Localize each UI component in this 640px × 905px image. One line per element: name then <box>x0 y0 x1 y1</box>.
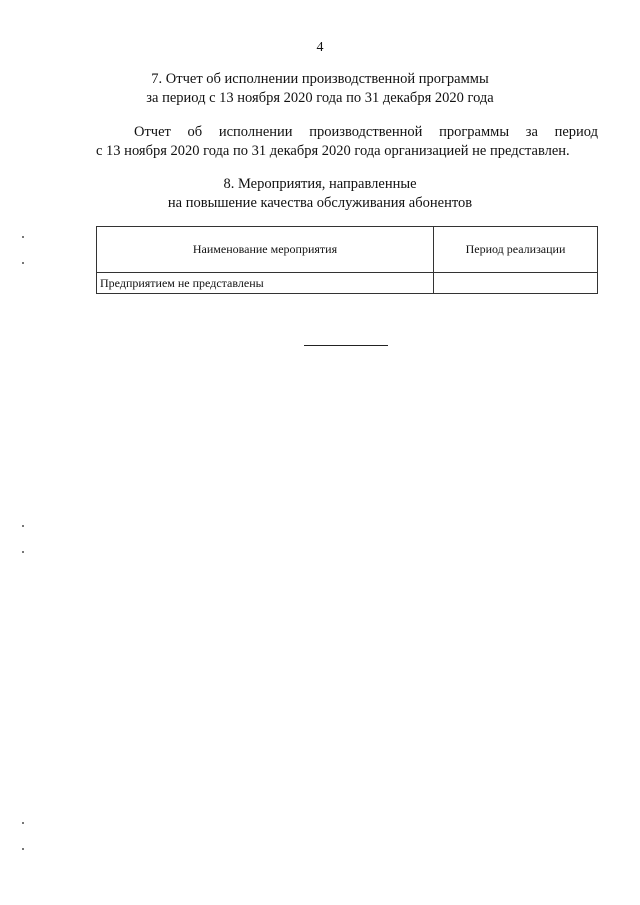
scan-artifact <box>22 848 24 850</box>
section-8-title-line-2: на повышение качества обслуживания абонентов <box>167 195 473 211</box>
scan-artifact <box>22 262 24 264</box>
section-8-heading <box>0 175 640 213</box>
section-7-heading <box>0 70 640 108</box>
section-7-paragraph-line-2: с 13 ноября 2020 года по 31 декабря 2020 года организацией не представлен. <box>96 143 570 159</box>
table-row <box>97 273 598 294</box>
events-table <box>96 226 598 294</box>
scan-artifact <box>22 551 24 553</box>
scan-artifact <box>22 236 24 238</box>
scan-artifact <box>22 822 24 824</box>
section-7-paragraph-line-1: Отчет об исполнении производственной программы за период <box>134 124 598 140</box>
table-header-row <box>97 227 598 273</box>
section-7-paragraph <box>96 123 598 161</box>
scan-artifact <box>22 525 24 527</box>
section-7-title-line-1: 7. Отчет об исполнении производственной программы <box>151 71 489 87</box>
section-8-title-line-1: 8. Мероприятия, направленные <box>223 176 417 192</box>
end-separator-line <box>304 345 388 346</box>
table-cell-event-name: Предприятием не представлены <box>97 273 434 294</box>
table-cell-period <box>434 273 598 294</box>
section-7-title-line-2: за период с 13 ноября 2020 года по 31 декабря 2020 года <box>146 90 494 106</box>
column-header-period: Период реализации <box>434 227 598 273</box>
column-header-event-name: Наименование мероприятия <box>97 227 434 273</box>
page-number: 4 <box>316 40 324 55</box>
